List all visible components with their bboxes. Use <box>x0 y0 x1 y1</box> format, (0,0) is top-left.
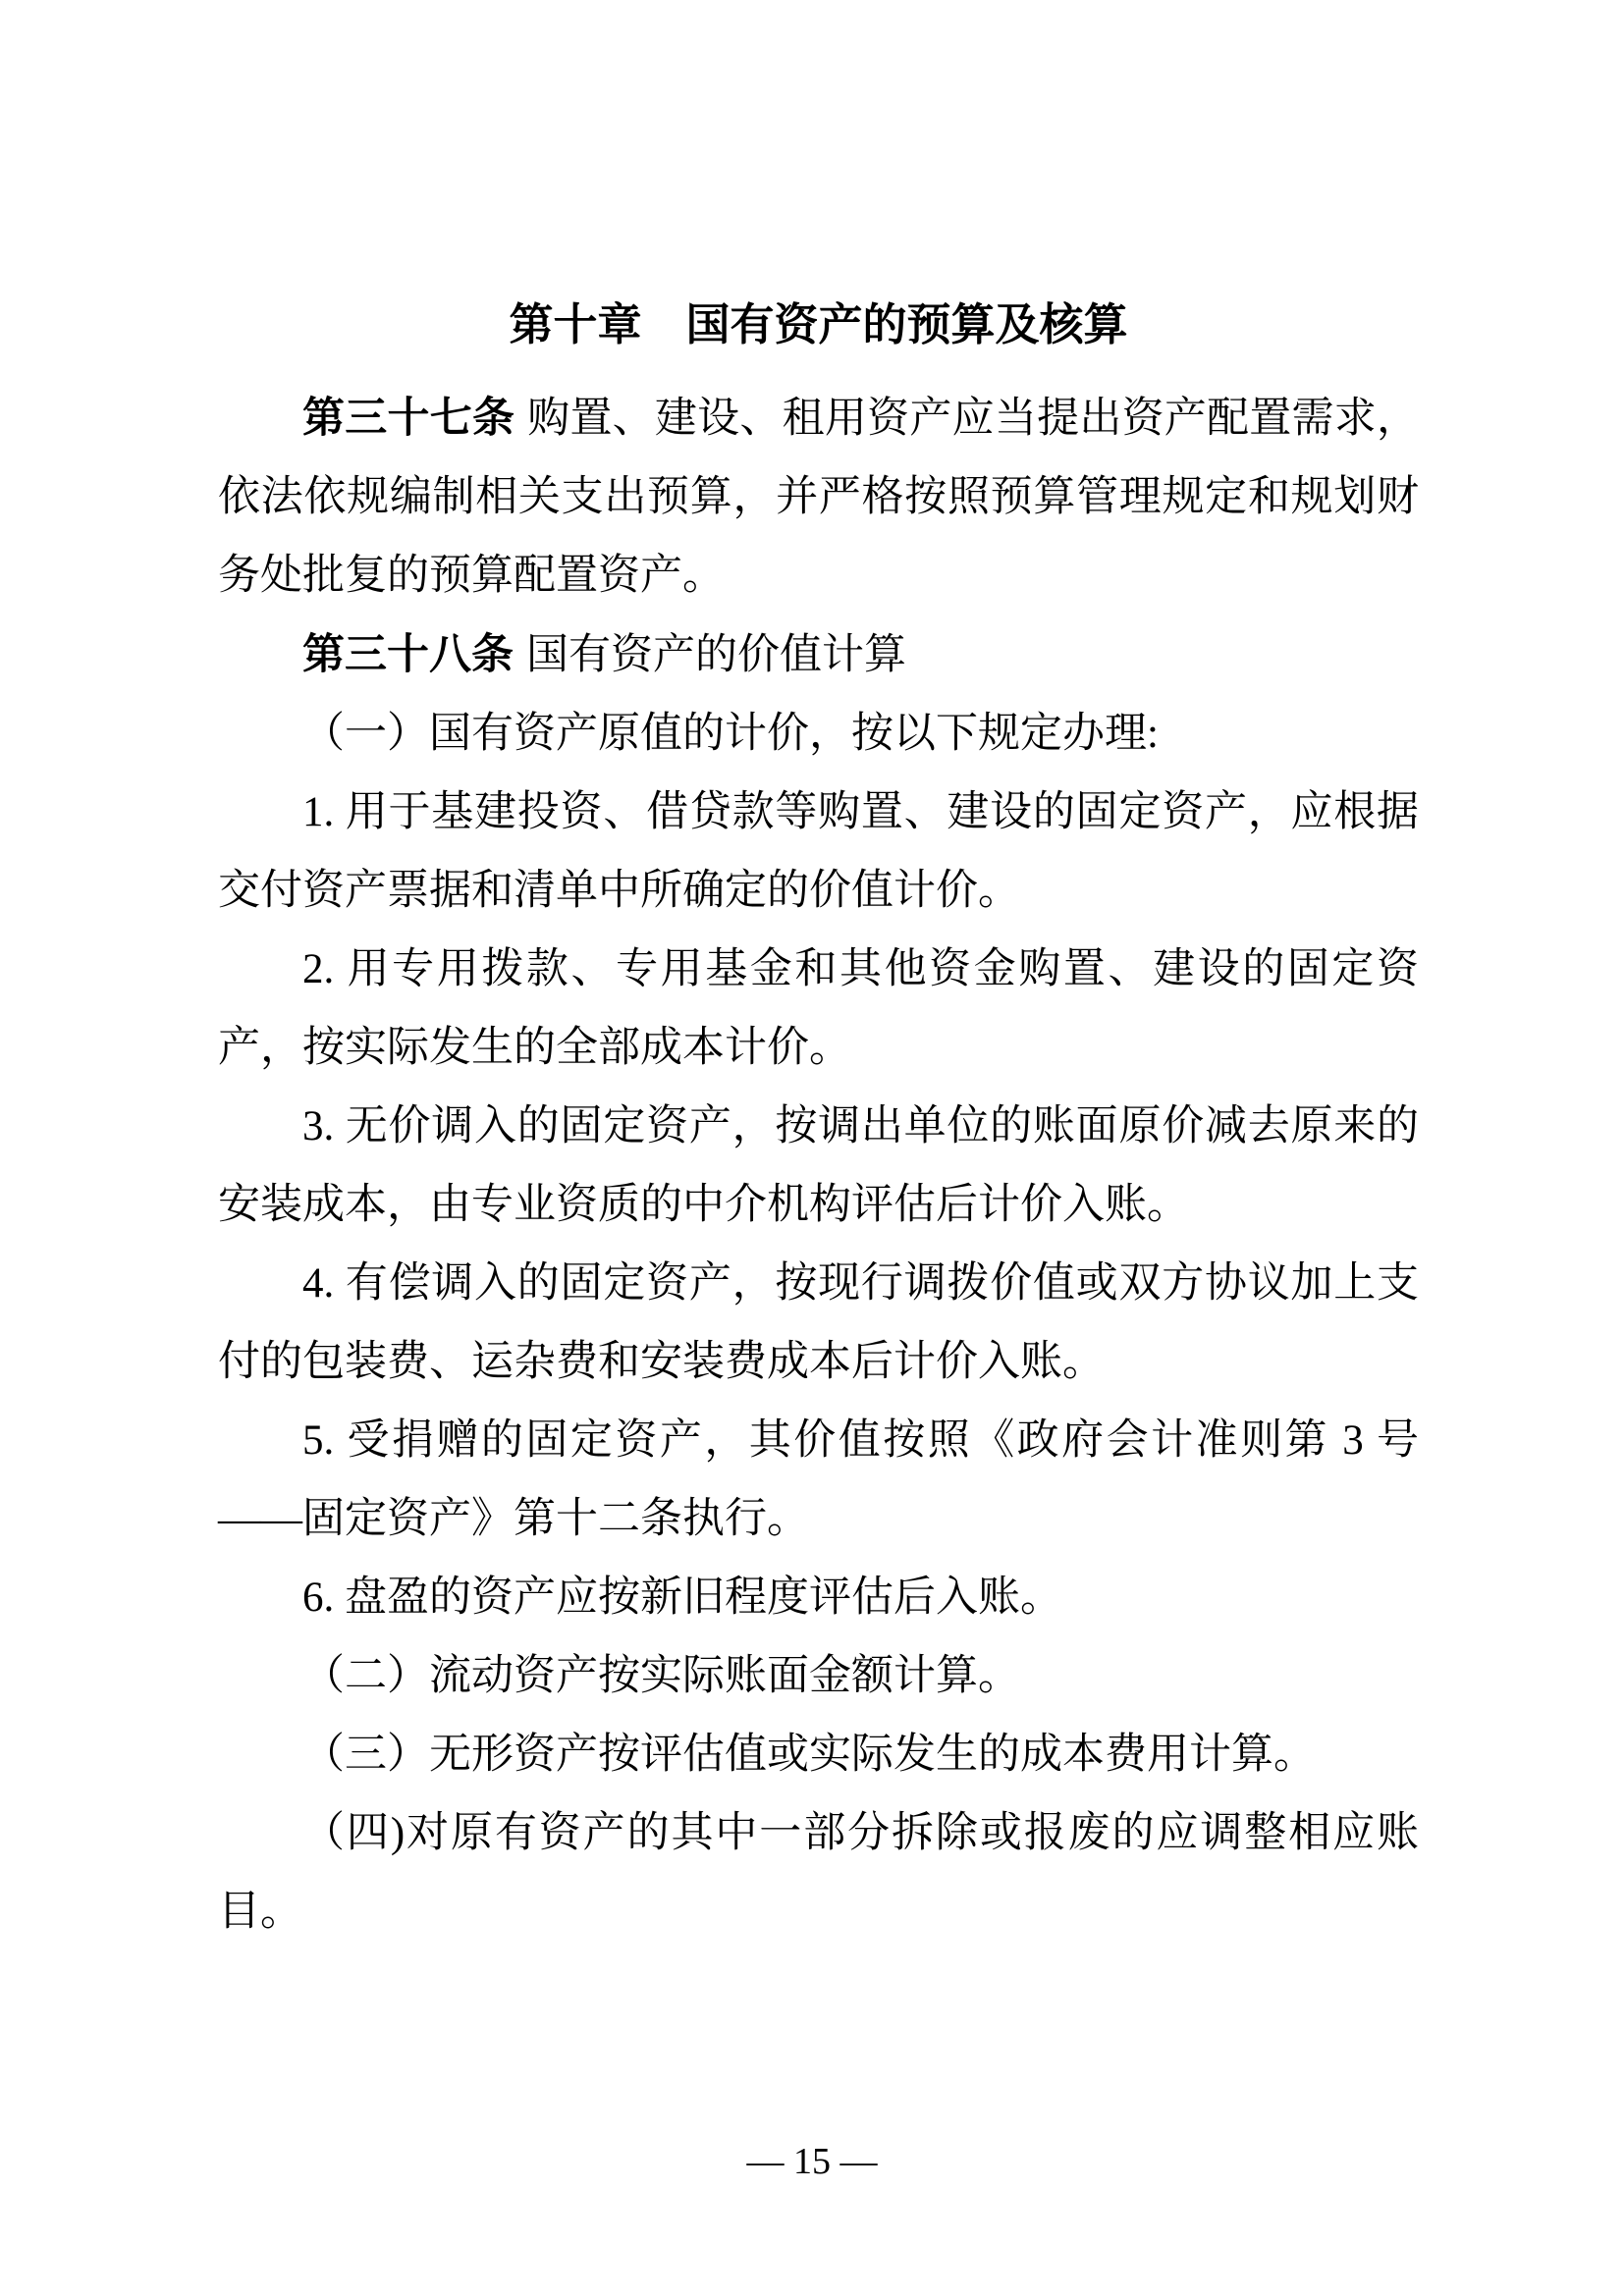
paragraph <box>218 774 1419 931</box>
paragraph <box>218 1716 1419 1794</box>
paragraph <box>218 1402 1419 1559</box>
paragraph <box>218 379 1419 615</box>
paragraph-text: 5. 受捐赠的固定资产，其价值按照《政府会计准则第 3 号——固定资产》第十二条执行。 <box>218 1417 1419 1542</box>
paragraph <box>218 615 1419 695</box>
paragraph <box>218 931 1419 1088</box>
paragraph-text: （一）国有资产原值的计价，按以下规定办理: <box>302 711 1159 757</box>
document-body <box>218 0 1419 1951</box>
article-number: 第三十八条 <box>302 631 514 678</box>
paragraph <box>218 1794 1419 1951</box>
paragraph-list <box>218 379 1419 1951</box>
article-number: 第三十七条 <box>302 395 515 442</box>
paragraph-text: （二）流动资产按实际账面金额计算。 <box>302 1653 1020 1699</box>
paragraph-text: （三）无形资产按评估值或实际发生的成本费用计算。 <box>302 1732 1316 1778</box>
paragraph <box>218 1637 1419 1716</box>
paragraph-text: 国有资产的价值计算 <box>526 632 906 678</box>
chapter-title: 第十章 国有资产的预算及核算 <box>509 299 1128 349</box>
paragraph <box>218 1559 1419 1637</box>
paragraph-text: 1. 用于基建投资、借贷款等购置、建设的固定资产，应根据交付资产票据和清单中所确定的价值计价。 <box>218 789 1419 914</box>
paragraph-text: 2. 用专用拨款、专用基金和其他资金购置、建设的固定资产，按实际发生的全部成本计价。 <box>218 946 1419 1071</box>
paragraph <box>218 1088 1419 1245</box>
paragraph <box>218 1245 1419 1402</box>
paragraph-text: 4. 有偿调入的固定资产，按现行调拨价值或双方协议加上支付的包装费、运杂费和安装费成本后计价入账。 <box>218 1260 1419 1385</box>
paragraph-text: 3. 无价调入的固定资产，按调出单位的账面原价减去原来的安装成本，由专业资质的中介机构评估后计价入账。 <box>218 1103 1419 1228</box>
page-number: — 15 — <box>746 2141 878 2182</box>
paragraph-text: 购置、建设、租用资产应当提出资产配置需求，依法依规编制相关支出预算，并严格按照预算管理规定和规划财务处批复的预算配置资产。 <box>218 396 1420 599</box>
paragraph-text: （四)对原有资产的其中一部分拆除或报废的应调整相应账目。 <box>218 1810 1419 1935</box>
paragraph <box>218 695 1419 774</box>
paragraph-text: 6. 盘盈的资产应按新旧程度评估后入账。 <box>302 1575 1062 1621</box>
